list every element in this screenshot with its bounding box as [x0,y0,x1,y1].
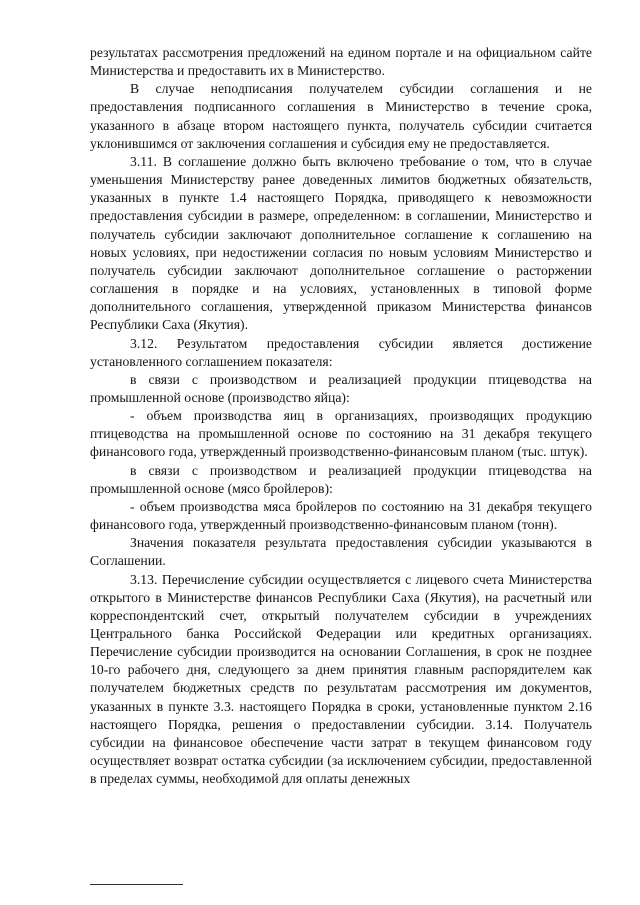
paragraph-nonsigning: В случае неподписания получателем субсидии соглашения и не предоставления подписанного соглашения в Министерство в течение срока, указанного в абзаце втором настоящего пункта, получатель субсидии считается уклонившимся от заключения соглашения и субсидия ему не предоставляется. [90,81,592,151]
paragraph-broiler-volume: - объем производства мяса бройлеров по состоянию на 31 декабря текущего финансового года, утвержденный производственно-финансовым планом (тонн). [90,498,592,533]
paragraph-indicator-values: Значения показателя результата предоставления субсидии указываются в Соглашении. [90,535,592,569]
paragraph-eggs-volume: - объем производства яиц в организациях, производящих продукцию птицеводства на промышленной основе по состоянию на 31 декабря текущего финансового года, утвержденный производственно-финансовым планом (тыс. штук). [90,408,592,460]
paragraph-eggs-intro: в связи с производством и реализацией продукции птицеводства на промышленной основе (производство яйца): [90,371,592,405]
document-page [90,44,592,788]
paragraph-3-12: 3.12. Результатом предоставления субсидии является достижение установленного соглашением показателя: [90,335,592,369]
footnote-divider [90,884,183,885]
paragraph-3-11: 3.11. В соглашение должно быть включено требование о том, что в случае уменьшения Министерству ранее доведенных лимитов бюджетных обязательств, указанных в пункте 1.4 настоящего Порядка, приводящего к невозможности предоставления субсидии в размере, определенном: в соглашении, Министерство и получатель субсидии заключают дополнительное соглашение к соглашению на новых условиях, при недостижении согласия по новым условиям Министерство и получатель субсидии заключают дополнительное соглашение о расторжении соглашения в порядке и на условиях, установленных в типовой форме дополнительного соглашения, утвержденной приказом Министерства финансов Республики Саха (Якутия). [90,153,592,333]
paragraph-3-13: 3.13. Перечисление субсидии осуществляется с лицевого счета Министерства открытого в Министерстве финансов Республики Саха (Якутия), на расчетный или корреспондентский счет, открытый получателем субсидии в учреждениях Центрального банка Российской Федерации или кредитных организациях. Перечисление субсидии производится на основании Соглашения, в срок не позднее 10-го рабочего дня, следующего за днем принятия главным распорядителем как получателем бюджетных средств по результатам рассмотрения им документов, указанных в пункте 3.3. настоящего Порядка в сроки, установленные пунктом 2.16 настоящего Порядка, решения о предоставлении субсидии. 3.14. Получатель субсидии на финансовое обеспечение части затрат в текущем финансовом году осуществляет возврат остатка субсидии (за исключением субсидии, предоставленной в пределах суммы, необходимой для оплаты денежных [90,571,592,787]
paragraph-broiler-intro: в связи с производством и реализацией продукции птицеводства на промышленной основе (мясо бройлеров): [90,462,592,496]
paragraph-continuation: результатах рассмотрения предложений на едином портале и на официальном сайте Министерства и предоставить их в Министерство. [90,45,592,79]
